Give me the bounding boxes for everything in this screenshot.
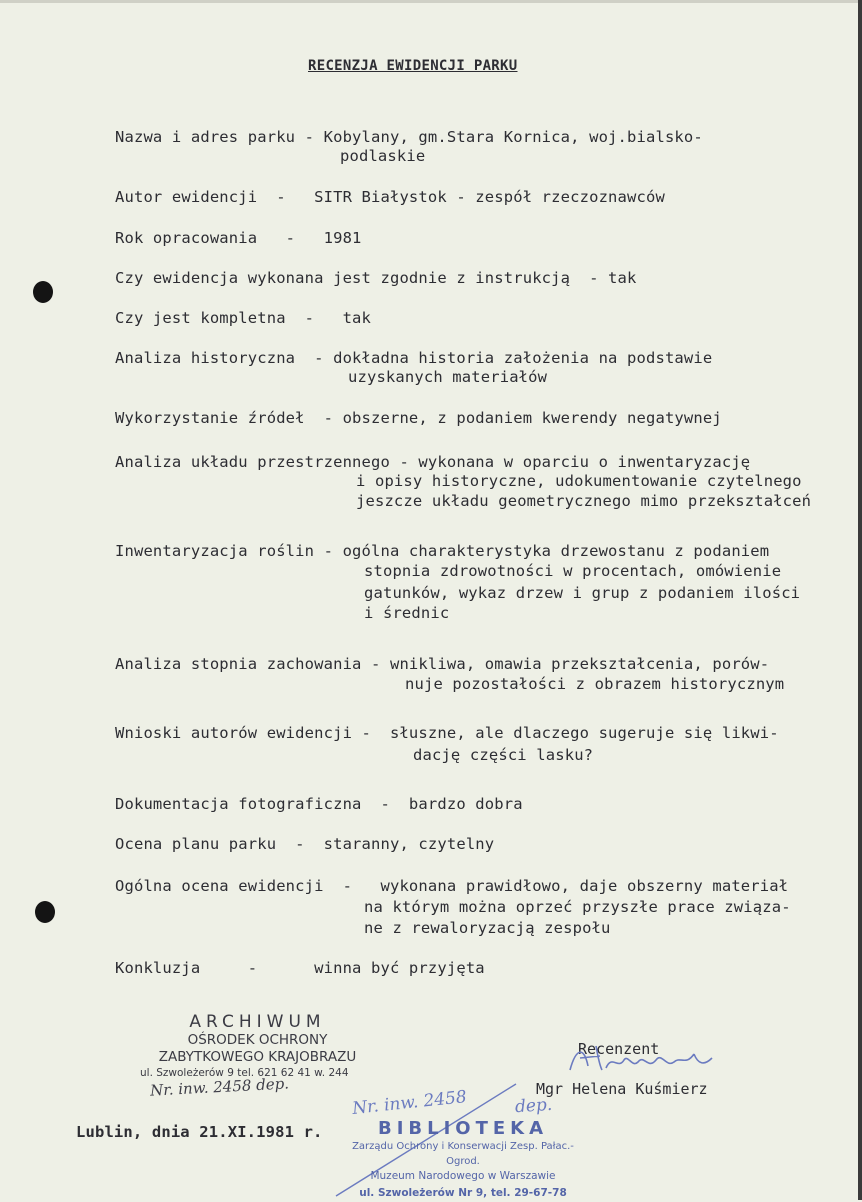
library-dep-note: dep.	[514, 1094, 553, 1118]
library-stamp-line3: Muzeum Narodowego w Warszawie	[370, 1170, 556, 1182]
sources-line: Wykorzystanie źródeł - obszerne, z podaniem kwerendy negatywnej	[115, 409, 722, 427]
overall-rating-line: Ogólna ocena ewidencji - wykonana prawidłowo, daje obszerny materiał	[115, 877, 789, 895]
preservation-analysis-line-cont: nuje pozostałości z obrazem historycznym	[405, 675, 785, 693]
library-stamp	[338, 1118, 588, 1202]
conclusions-line-cont: dację części lasku?	[413, 746, 594, 764]
reviewer-name: Mgr Helena Kuśmierz	[536, 1080, 708, 1098]
punch-hole-bottom	[35, 901, 55, 923]
plants-inventory-line: Inwentaryzacja roślin - ogólna charakterystyka drzewostanu z podaniem	[115, 542, 770, 560]
park-name-line-cont: podlaskie	[340, 147, 426, 165]
historical-analysis-line: Analiza historyczna - dokładna historia założenia na podstawie	[115, 349, 713, 367]
punch-hole-top	[33, 281, 53, 303]
plants-inventory-line-4: i średnic	[364, 604, 450, 622]
preservation-analysis-line: Analiza stopnia zachowania - wnikliwa, omawia przekształcenia, porów-	[115, 655, 770, 673]
spatial-analysis-line-2: i opisy historyczne, udokumentowanie czytelnego	[356, 472, 802, 490]
complete-line: Czy jest kompletna - tak	[115, 309, 372, 327]
year-line: Rok opracowania - 1981	[115, 229, 362, 247]
plants-inventory-line-3: gatunków, wykaz drzew i grup z podaniem ilości	[364, 584, 801, 602]
overall-rating-line-2: na którym można oprzeć przyszłe prace związa-	[364, 898, 791, 916]
page-right-edge	[858, 0, 862, 1200]
historical-analysis-line-cont: uzyskanych materiałów	[348, 368, 548, 386]
page-top-edge	[0, 0, 862, 3]
library-stamp-line2: Zarządu Ochrony i Konserwacji Zesp. Pałac.-Ogrod.	[352, 1141, 574, 1167]
reviewer-label: Recenzent	[578, 1040, 660, 1058]
reviewer-signature	[566, 1040, 726, 1080]
archive-stamp-title: ARCHIWUM	[189, 1012, 326, 1032]
archive-inventory-note: Nr. inw. 2458 dep.	[149, 1074, 290, 1100]
archive-stamp-address: ul. Szwoleżerów 9 tel. 621 62 41 w. 244	[140, 1067, 349, 1079]
library-inventory-note: Nr. inw. 2458	[351, 1087, 468, 1119]
archive-stamp	[140, 1012, 365, 1080]
spatial-analysis-line-3: jeszcze układu geometrycznego mimo przekształceń	[356, 492, 812, 510]
conclusion-line: Konkluzja - winna być przyjęta	[115, 959, 485, 977]
library-stamp-title: BIBLIOTEKA	[377, 1118, 549, 1139]
date-line: Lublin, dnia 21.XI.1981 r.	[76, 1123, 323, 1141]
instruction-line: Czy ewidencja wykonana jest zgodnie z instrukcją - tak	[115, 269, 637, 287]
document-title: RECENZJA EWIDENCJI PARKU	[308, 58, 518, 74]
plan-rating-line: Ocena planu parku - staranny, czytelny	[115, 835, 495, 853]
archive-stamp-line2: OŚRODEK OCHRONY	[187, 1032, 328, 1048]
overall-rating-line-3: ne z rewaloryzacją zespołu	[364, 919, 611, 937]
plants-inventory-line-2: stopnia zdrowotności w procentach, omówienie	[364, 562, 782, 580]
park-name-line: Nazwa i adres parku - Kobylany, gm.Stara Kornica, woj.bialsko-	[115, 128, 703, 146]
archive-stamp-line3: ZABYTKOWEGO KRAJOBRAZU	[158, 1049, 357, 1065]
library-stamp-address: ul. Szwoleżerów Nr 9, tel. 29-67-78	[359, 1187, 567, 1199]
spatial-analysis-line: Analiza układu przestrzennego - wykonana w oparciu o inwentaryzację	[115, 453, 751, 471]
author-line: Autor ewidencji - SITR Białystok - zespół rzeczoznawców	[115, 188, 665, 206]
conclusions-line: Wnioski autorów ewidencji - słuszne, ale dlaczego sugeruje się likwi-	[115, 724, 779, 742]
photo-docs-line: Dokumentacja fotograficzna - bardzo dobra	[115, 795, 523, 813]
